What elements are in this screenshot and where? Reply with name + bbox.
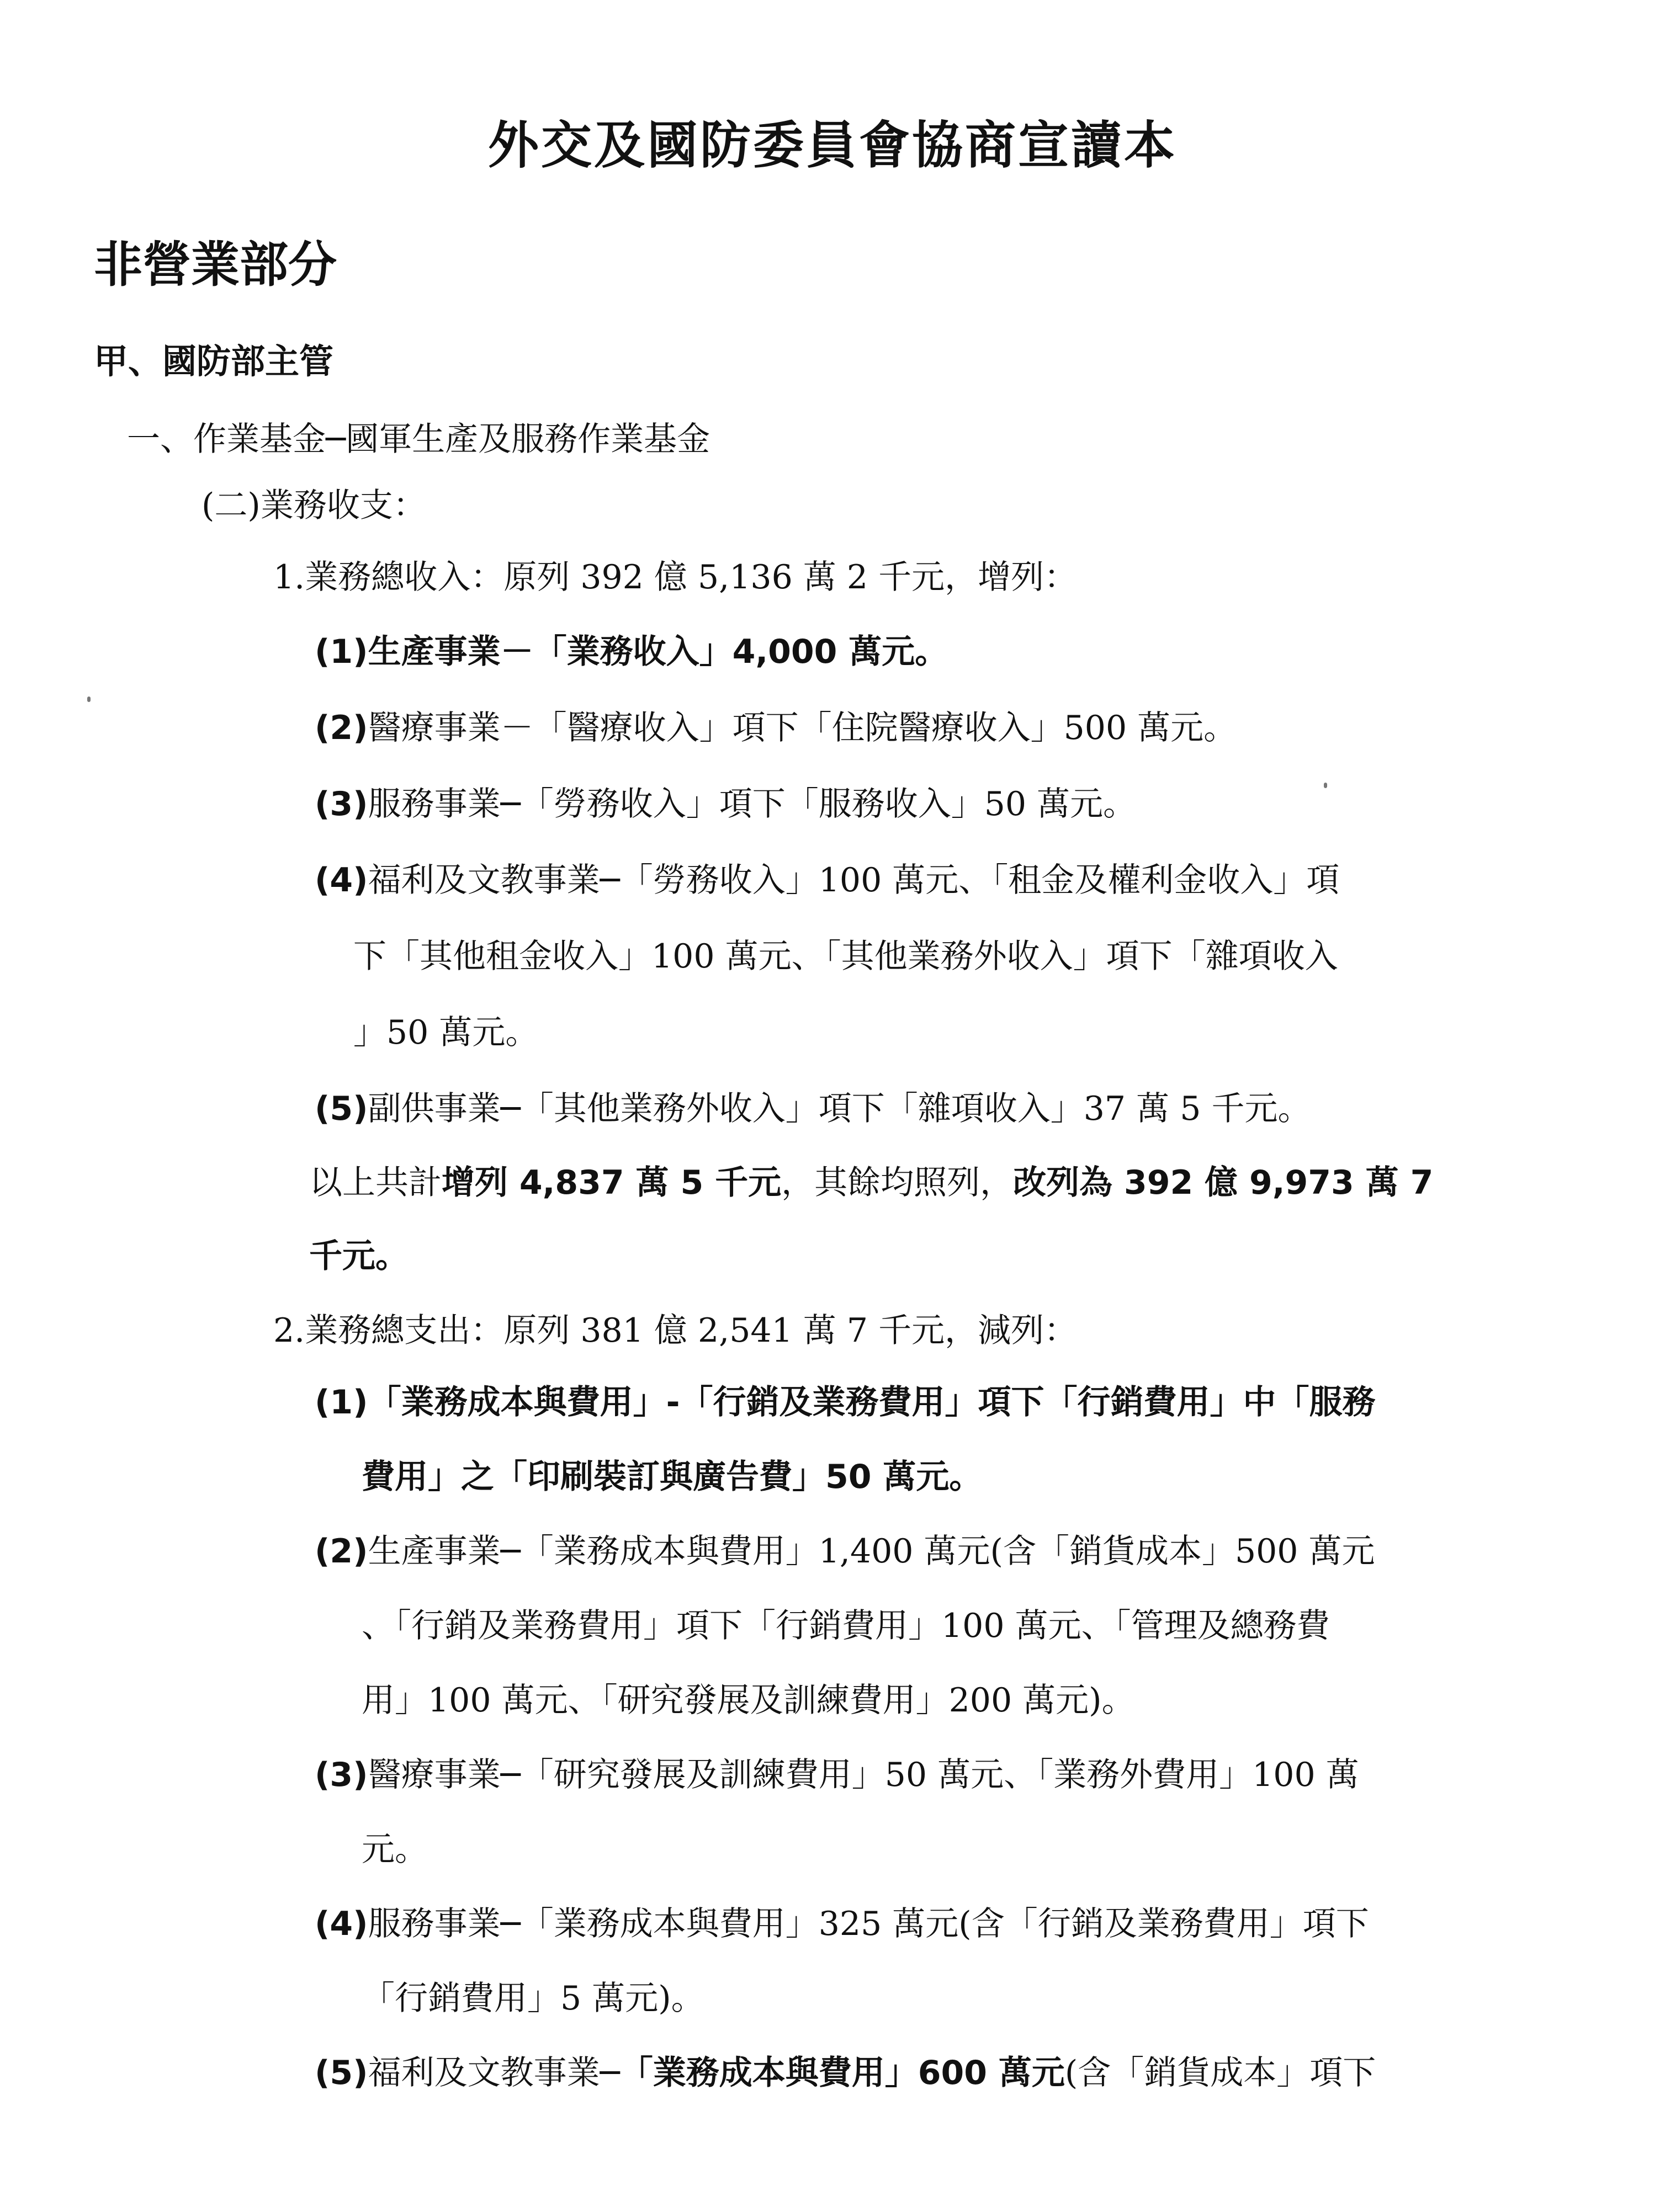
expense-heading: 2.業務總支出：原列 381 億 2,541 萬 7 千元，減列：	[273, 1311, 1078, 1350]
fund-heading: 一、作業基金─國軍生產及服務作業基金	[127, 420, 710, 459]
item-label: (3)	[315, 1756, 368, 1794]
summary-increase: 增列 4,837 萬 5 千元	[442, 1163, 782, 1202]
item-text: 副供事業─「其他業務外收入」項下「雜項收入」37 萬 5 千元。	[368, 1089, 1311, 1128]
expense-item-1-cont: 費用」之「印刷裝訂與廣告費」50 萬元。	[362, 1458, 983, 1496]
expense-item-3	[315, 1755, 1359, 1795]
summary-mid: ，其餘均照列，	[781, 1163, 1014, 1202]
section-heading: 非營業部分	[94, 236, 337, 293]
revenue-item-2	[315, 708, 1237, 748]
item-text: 福利及文教事業─「勞務收入」100 萬元、「租金及權利金收入」項	[368, 861, 1340, 900]
scan-speck	[87, 696, 91, 702]
item-label: (1)	[315, 632, 368, 671]
item-label: (4)	[315, 1905, 368, 1943]
item-text: 醫療事業─「研究發展及訓練費用」50 萬元、「業務外費用」100 萬	[368, 1756, 1359, 1794]
subsection-heading: 甲、國防部主管	[94, 341, 334, 381]
expense-item-4-cont: 「行銷費用」5 萬元)。	[362, 1979, 704, 2018]
summary-revised: 改列為 392 億 9,973 萬 7	[1013, 1163, 1434, 1202]
item-text-b: 「業務成本與費用」600 萬元	[619, 2054, 1065, 2092]
item-label: (2)	[315, 709, 368, 747]
revenue-item-3	[315, 784, 1136, 824]
expense-item-4	[315, 1904, 1369, 1944]
item-text: 服務事業─「勞務收入」項下「服務收入」50 萬元。	[368, 785, 1137, 823]
item-label: (1)	[315, 1383, 368, 1422]
item-text: 醫療事業－「醫療收入」項下「住院醫療收入」500 萬元。	[368, 709, 1237, 747]
expense-item-1	[315, 1382, 1376, 1422]
expense-item-2	[315, 1532, 1375, 1571]
part-heading: (二)業務收支：	[202, 486, 426, 525]
item-label: (5)	[315, 2054, 368, 2092]
scan-speck	[1324, 783, 1327, 788]
revenue-heading: 1.業務總收入：原列 392 億 5,136 萬 2 千元，增列：	[273, 558, 1078, 597]
revenue-item-5	[315, 1089, 1311, 1129]
item-label: (4)	[315, 861, 368, 900]
document-title: 外交及國防委員會協商宣讀本	[487, 116, 1177, 175]
item-text: 生產事業－「業務收入」4,000 萬元。	[368, 632, 948, 671]
expense-item-5	[315, 2053, 1376, 2093]
item-label: (5)	[315, 1089, 368, 1128]
expense-item-3-cont: 元。	[362, 1830, 428, 1869]
item-text: 服務事業─「業務成本與費用」325 萬元(含「行銷及業務費用」項下	[368, 1905, 1369, 1943]
item-text-c: (含「銷貨成本」項下	[1064, 2054, 1376, 2092]
expense-item-2-cont-2: 用」100 萬元、「研究發展及訓練費用」200 萬元)。	[362, 1681, 1135, 1720]
item-text-a: 福利及文教事業─	[368, 2054, 620, 2092]
revenue-item-1	[315, 632, 948, 672]
revenue-summary	[309, 1163, 1433, 1203]
expense-item-2-cont-1: 、「行銷及業務費用」項下「行銷費用」100 萬元、「管理及總務費	[362, 1607, 1330, 1645]
summary-prefix: 以上共計	[309, 1163, 442, 1202]
revenue-item-4-cont-2: 」50 萬元。	[353, 1013, 539, 1052]
item-label: (3)	[315, 785, 368, 823]
item-label: (2)	[315, 1532, 368, 1571]
item-text: 「業務成本與費用」-「行銷及業務費用」項下「行銷費用」中「服務	[368, 1383, 1376, 1422]
revenue-item-4-cont-1: 下「其他租金收入」100 萬元、「其他業務外收入」項下「雜項收入	[353, 937, 1338, 976]
item-text: 生產事業─「業務成本與費用」1,400 萬元(含「銷貨成本」500 萬元	[368, 1532, 1375, 1571]
revenue-item-4	[315, 860, 1339, 900]
revenue-summary-cont: 千元。	[309, 1237, 409, 1275]
